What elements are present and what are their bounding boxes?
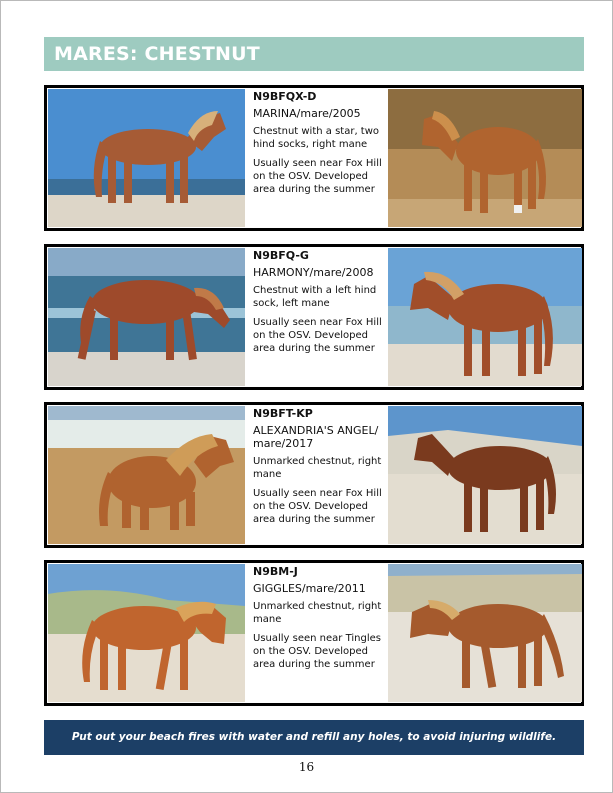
horse-location: Usually seen near Fox Hill on the OSV. Developed area during the summer xyxy=(253,317,382,354)
horse-photo-harmony-beach xyxy=(48,248,245,386)
horse-info-harmony xyxy=(253,249,385,361)
page-number: 16 xyxy=(298,760,315,774)
horse-card-giggles xyxy=(44,560,584,706)
horse-description: Chestnut with a left hind sock, left mane xyxy=(253,285,377,309)
horse-card-marina xyxy=(44,85,584,231)
horse-photo-harmony-beach-2 xyxy=(388,248,582,386)
horse-info-giggles xyxy=(253,565,385,677)
horse-location: Usually seen near Fox Hill on the OSV. Developed area during the summer xyxy=(253,488,382,525)
horse-photo-angel-sand xyxy=(388,406,582,544)
horse-location: Usually seen near Fox Hill on the OSV. Developed area during the summer xyxy=(253,158,382,195)
footer-banner: Put out your beach fires with water and refill any holes, to avoid injuring wildlife. xyxy=(44,720,584,755)
horse-info-alexandrias-angel xyxy=(253,407,385,532)
horse-photo-angel-grass xyxy=(48,406,245,544)
horse-info-marina xyxy=(253,90,385,202)
horse-code: N9BFQ-G xyxy=(253,249,309,262)
horse-photo-giggles-dunes xyxy=(48,564,245,702)
horse-card-harmony xyxy=(44,244,584,390)
horse-code: N9BM-J xyxy=(253,565,298,578)
horse-card-alexandrias-angel xyxy=(44,402,584,548)
horse-photo-marina-beach xyxy=(48,89,245,227)
horse-location: Usually seen near Tingles on the OSV. Developed area during the summer xyxy=(253,633,381,670)
page-title: MARES: CHESTNUT xyxy=(44,37,584,71)
horse-code: N9BFQX-D xyxy=(253,90,317,103)
horse-name: GIGGLES/mare/2011 xyxy=(253,582,366,595)
horse-code: N9BFT-KP xyxy=(253,407,313,420)
horse-description: Unmarked chestnut, right mane xyxy=(253,456,382,480)
horse-name: MARINA/mare/2005 xyxy=(253,107,361,120)
horse-name: HARMONY/mare/2008 xyxy=(253,266,374,279)
horse-name: ALEXANDRIA'S ANGEL/ mare/2017 xyxy=(253,424,379,450)
horse-photo-giggles-beach xyxy=(388,564,582,702)
horse-photo-marina-grass xyxy=(388,89,582,227)
horse-description: Unmarked chestnut, right mane xyxy=(253,601,382,625)
horse-description: Chestnut with a star, two hind socks, right mane xyxy=(253,126,380,150)
